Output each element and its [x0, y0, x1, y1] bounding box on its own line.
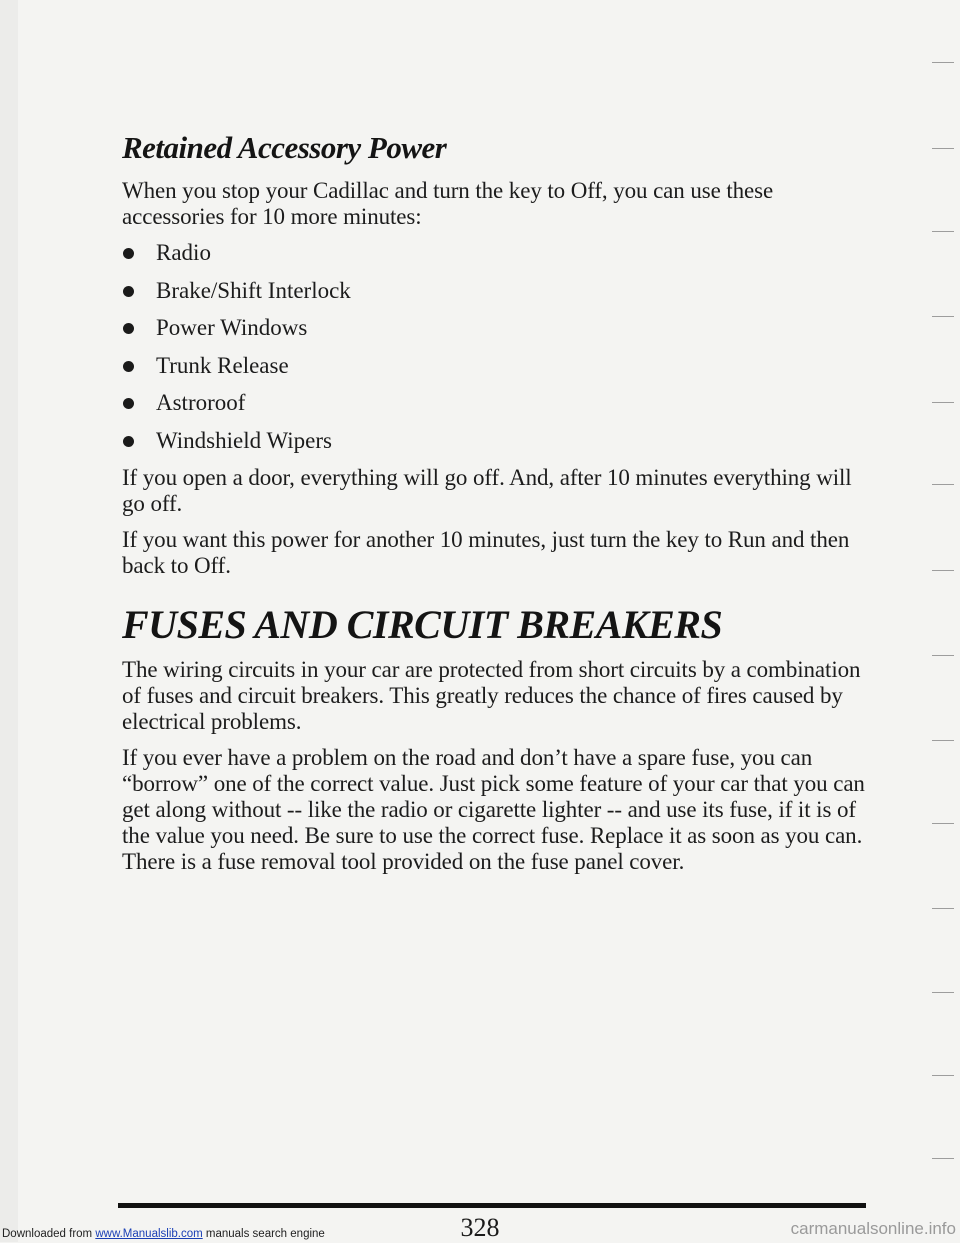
bullet-icon — [123, 248, 134, 259]
margin-mark — [932, 570, 954, 571]
watermark-text: carmanualsonline.info — [790, 1219, 956, 1238]
download-suffix: manuals search engine — [202, 1228, 325, 1240]
list-item — [122, 240, 867, 266]
list-item-text: Windshield Wipers — [156, 427, 332, 453]
margin-mark — [932, 740, 954, 741]
list-item-text: Brake/Shift Interlock — [156, 277, 351, 303]
bullet-icon — [123, 398, 134, 409]
list-item — [122, 315, 867, 341]
list-item — [122, 428, 867, 454]
margin-mark — [932, 148, 954, 149]
fuses-circuit-breakers-heading: FUSES AND CIRCUIT BREAKERS — [122, 602, 723, 647]
download-credit — [2, 1228, 325, 1240]
download-prefix: Downloaded from — [2, 1228, 96, 1240]
footer-rule — [118, 1203, 866, 1208]
bullet-icon — [123, 286, 134, 297]
door-open-paragraph: If you open a door, everything will go off. And, after 10 minutes everything will go off. — [122, 465, 852, 516]
bullet-icon — [123, 436, 134, 447]
bullet-icon — [123, 361, 134, 372]
page-edge-shadow — [0, 0, 18, 1242]
margin-mark — [932, 1075, 954, 1076]
margin-mark — [932, 484, 954, 485]
wiring-circuits-paragraph: The wiring circuits in your car are protected from short circuits by a combination of fuses and circuit breakers. This greatly reduces the chance of fires caused by electrical problems. — [122, 657, 861, 734]
margin-mark — [932, 992, 954, 993]
list-item — [122, 390, 867, 416]
list-item — [122, 278, 867, 304]
page-number: 328 — [460, 1213, 500, 1242]
margin-mark — [932, 62, 954, 63]
margin-mark — [932, 231, 954, 232]
list-item — [122, 353, 867, 379]
margin-mark — [932, 908, 954, 909]
list-item-text: Astroroof — [156, 390, 246, 415]
margin-mark — [932, 402, 954, 403]
list-item-text: Trunk Release — [156, 352, 289, 378]
list-item-text: Radio — [156, 240, 211, 265]
page-content — [122, 128, 867, 885]
retained-accessory-power-heading: Retained Accessory Power — [122, 130, 447, 165]
borrow-fuse-paragraph: If you ever have a problem on the road and don’t have a spare fuse, you can “borrow” one of the correct value. Just pick some feature of your car that you can get along without -- like the radio or cigarette lighter -- and use its fuse, if it is of the value you need. Be sure to use the correct fuse. Replace it as soon as you can. There is a fuse removal tool provided on the fuse panel cover. — [122, 745, 865, 874]
bullet-icon — [123, 323, 134, 334]
extend-power-paragraph: If you want this power for another 10 minutes, just turn the key to Run and then back to Off. — [122, 527, 850, 578]
margin-mark — [932, 1158, 954, 1159]
margin-mark — [932, 316, 954, 317]
manualslib-link[interactable]: www.Manualslib.com — [95, 1228, 203, 1240]
margin-mark — [932, 655, 954, 656]
list-item-text: Power Windows — [156, 315, 308, 340]
margin-mark — [932, 823, 954, 824]
intro-paragraph: When you stop your Cadillac and turn the key to Off, you can use these accessories for 10 more minutes: — [122, 178, 774, 229]
accessory-list — [122, 240, 867, 454]
